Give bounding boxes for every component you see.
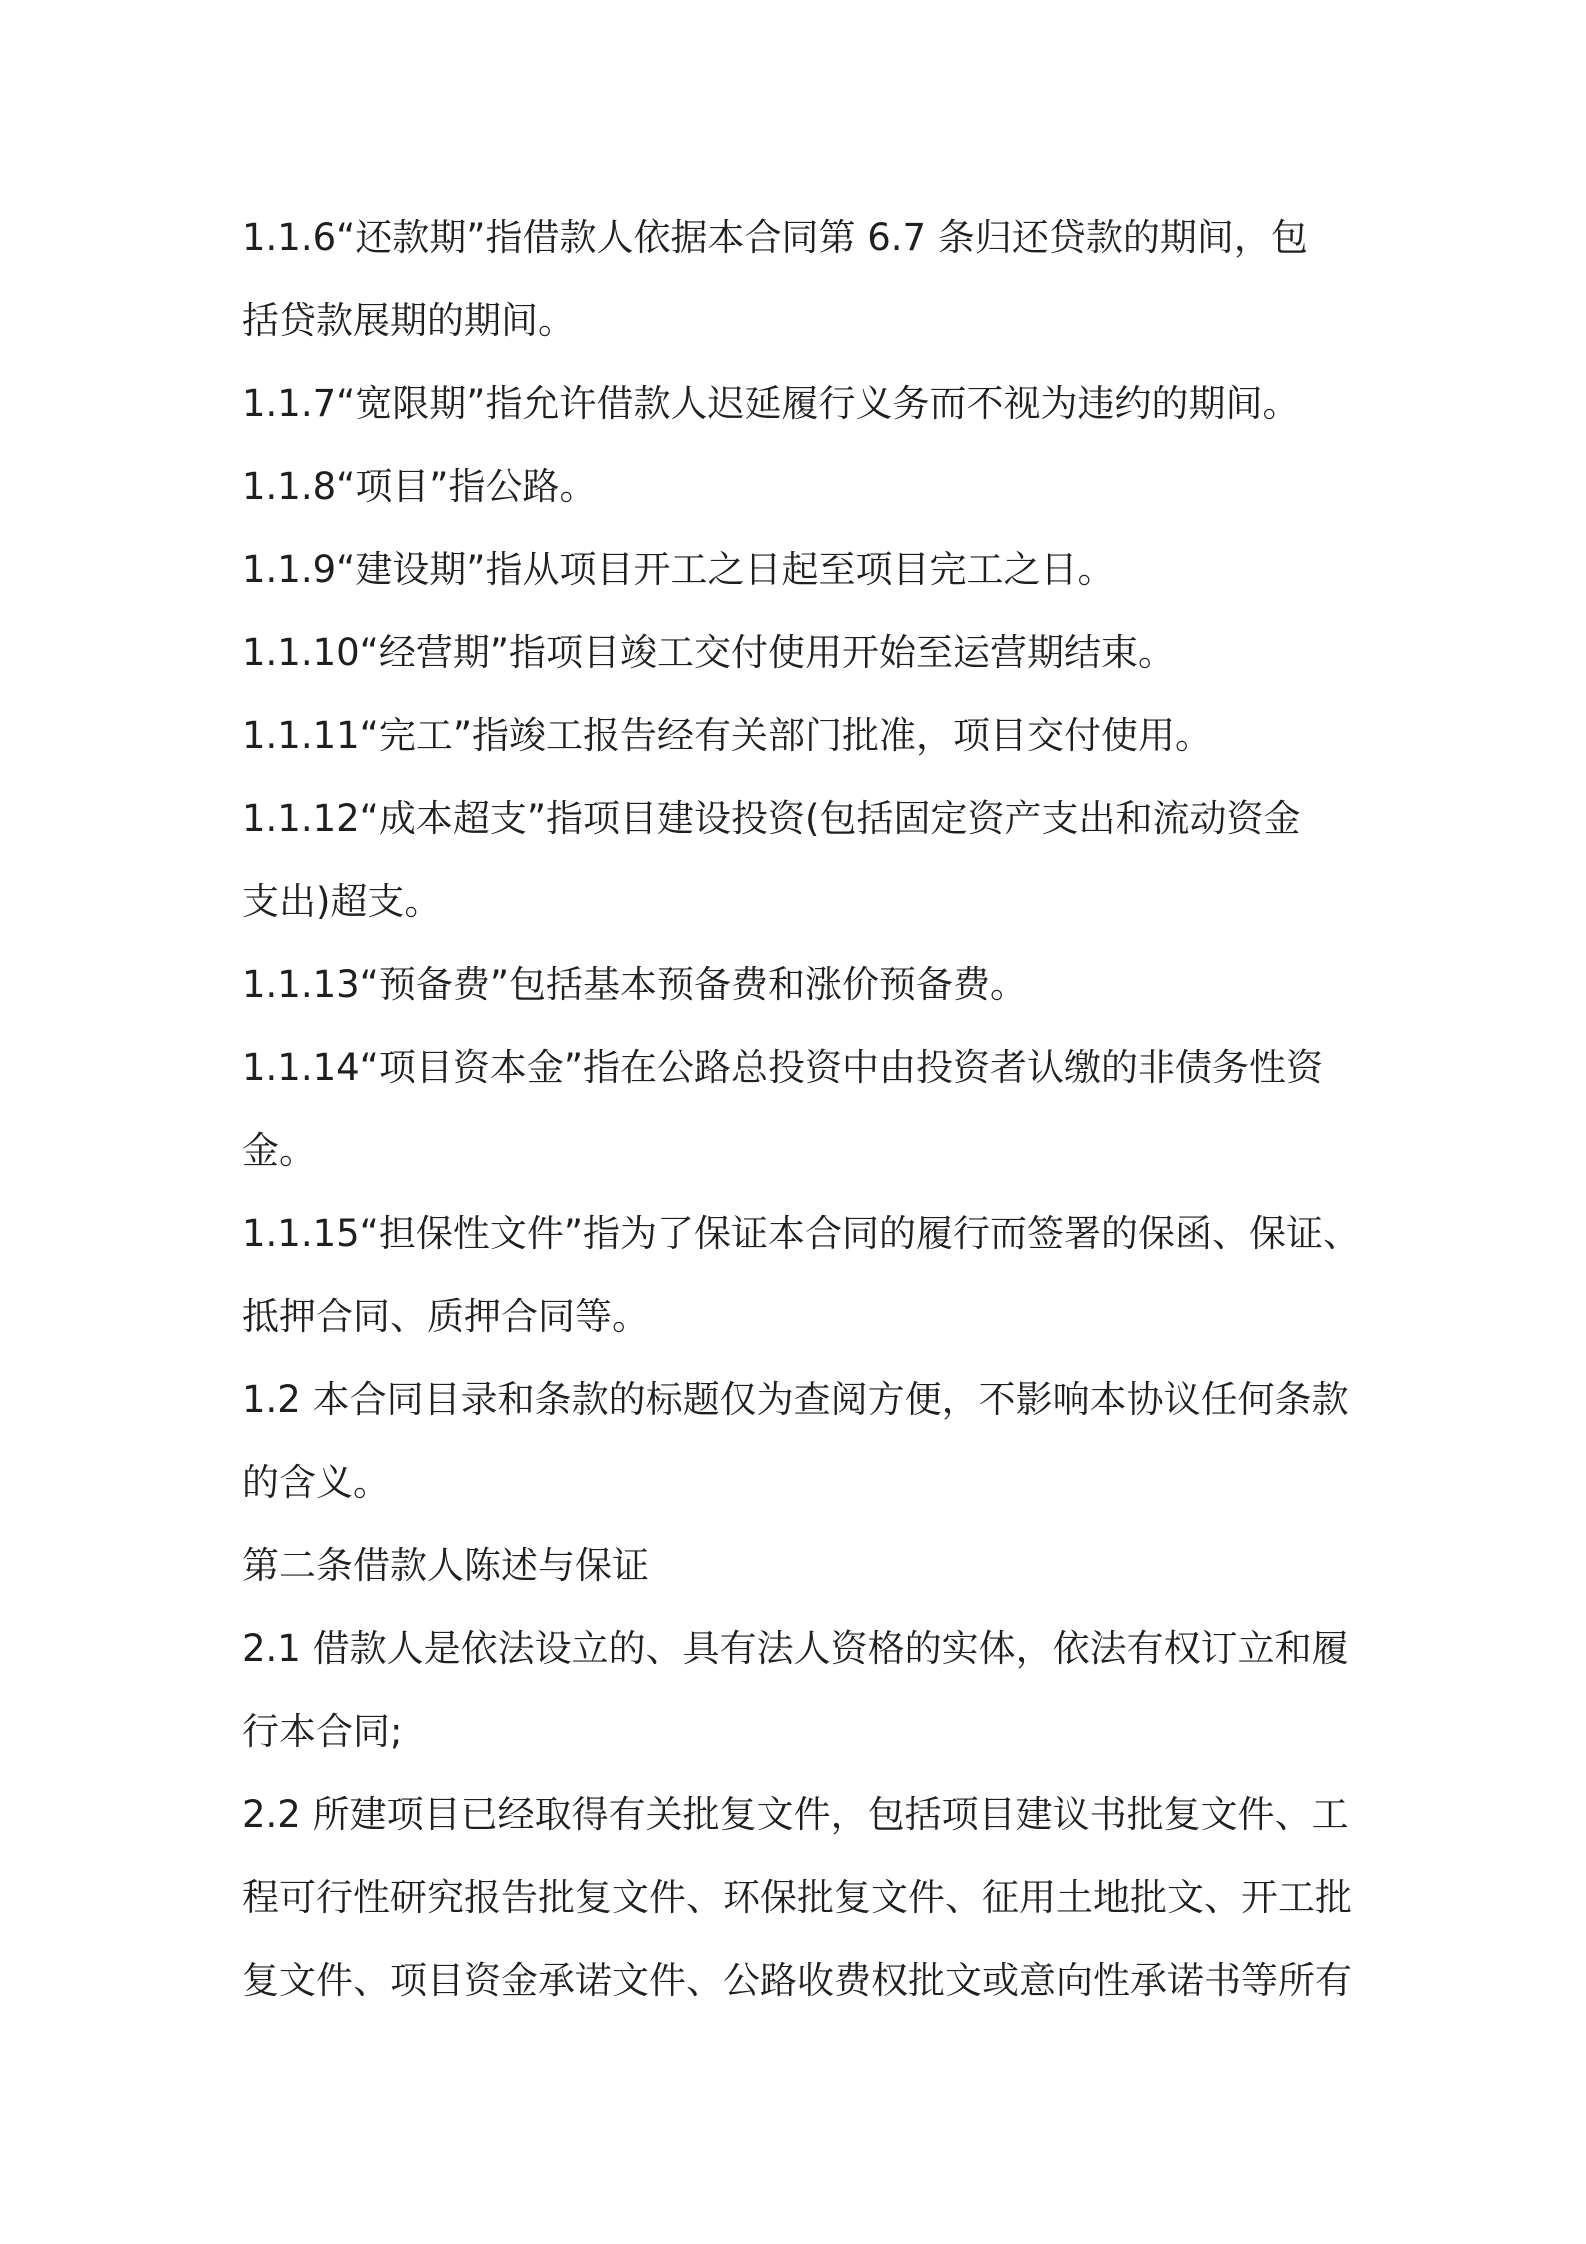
- article-2-heading-text: 第二条借款人陈述与保证: [242, 1544, 649, 1587]
- clause-1-1-10: [242, 611, 1362, 694]
- clause-1-1-15-line-1: 1.1.15“担保性文件”指为了保证本合同的履行而签署的保函、保证、: [242, 1212, 1361, 1255]
- clause-1-1-6: [242, 196, 1362, 362]
- clause-1-1-10-line-1: 1.1.10“经营期”指项目竣工交付使用开始至运营期结束。: [242, 631, 1176, 674]
- clause-1-1-7: [242, 362, 1362, 445]
- clause-2-1: [242, 1607, 1362, 1773]
- clause-1-2-line-2: 的含义。: [242, 1461, 390, 1504]
- article-2-heading: [242, 1524, 1362, 1607]
- clause-2-1-line-1: 2.1 借款人是依法设立的、具有法人资格的实体，依法有权订立和履: [242, 1627, 1349, 1670]
- clause-1-1-12-line-1: 1.1.12“成本超支”指项目建设投资(包括固定资产支出和流动资金: [242, 797, 1301, 840]
- clause-1-1-9: [242, 528, 1362, 611]
- clause-1-1-9-line-1: 1.1.9“建设期”指从项目开工之日起至项目完工之日。: [242, 548, 1115, 591]
- clause-1-1-6-line-2: 括贷款展期的期间。: [242, 299, 575, 342]
- clause-1-1-6-line-1: 1.1.6“还款期”指借款人依据本合同第 6.7 条归还贷款的期间，包: [242, 216, 1308, 259]
- clause-1-2-line-1: 1.2 本合同目录和条款的标题仅为查阅方便，不影响本协议任何条款: [242, 1378, 1349, 1421]
- clause-1-1-12-line-2: 支出)超支。: [242, 880, 442, 923]
- clause-1-1-14-line-2: 金。: [242, 1129, 316, 1172]
- clause-1-1-13-line-1: 1.1.13“预备费”包括基本预备费和涨价预备费。: [242, 963, 1028, 1006]
- clause-1-1-11: [242, 694, 1362, 777]
- clause-2-2-line-1: 2.2 所建项目已经取得有关批复文件，包括项目建议书批复文件、工: [242, 1793, 1349, 1836]
- clause-1-1-12: [242, 777, 1362, 943]
- clause-2-2-line-2: 程可行性研究报告批复文件、环保批复文件、征用土地批文、开工批: [242, 1876, 1352, 1919]
- clause-1-1-15: [242, 1192, 1362, 1358]
- clause-2-1-line-2: 行本合同;: [242, 1710, 403, 1753]
- document-body: [242, 196, 1362, 2022]
- clause-1-1-11-line-1: 1.1.11“完工”指竣工报告经有关部门批准，项目交付使用。: [242, 714, 1213, 757]
- clause-1-1-7-line-1: 1.1.7“宽限期”指允许借款人迟延履行义务而不视为违约的期间。: [242, 382, 1300, 425]
- clause-1-1-15-line-2: 抵押合同、质押合同等。: [242, 1295, 649, 1338]
- clause-1-1-8: [242, 445, 1362, 528]
- clause-1-1-14-line-1: 1.1.14“项目资本金”指在公路总投资中由投资者认缴的非债务性资: [242, 1046, 1324, 1089]
- clause-2-2: [242, 1773, 1362, 2022]
- clause-1-2: [242, 1358, 1362, 1524]
- clause-1-1-8-line-1: 1.1.8“项目”指公路。: [242, 465, 597, 508]
- clause-2-2-line-3: 复文件、项目资金承诺文件、公路收费权批文或意向性承诺书等所有: [242, 1959, 1352, 2002]
- clause-1-1-14: [242, 1026, 1362, 1192]
- clause-1-1-13: [242, 943, 1362, 1026]
